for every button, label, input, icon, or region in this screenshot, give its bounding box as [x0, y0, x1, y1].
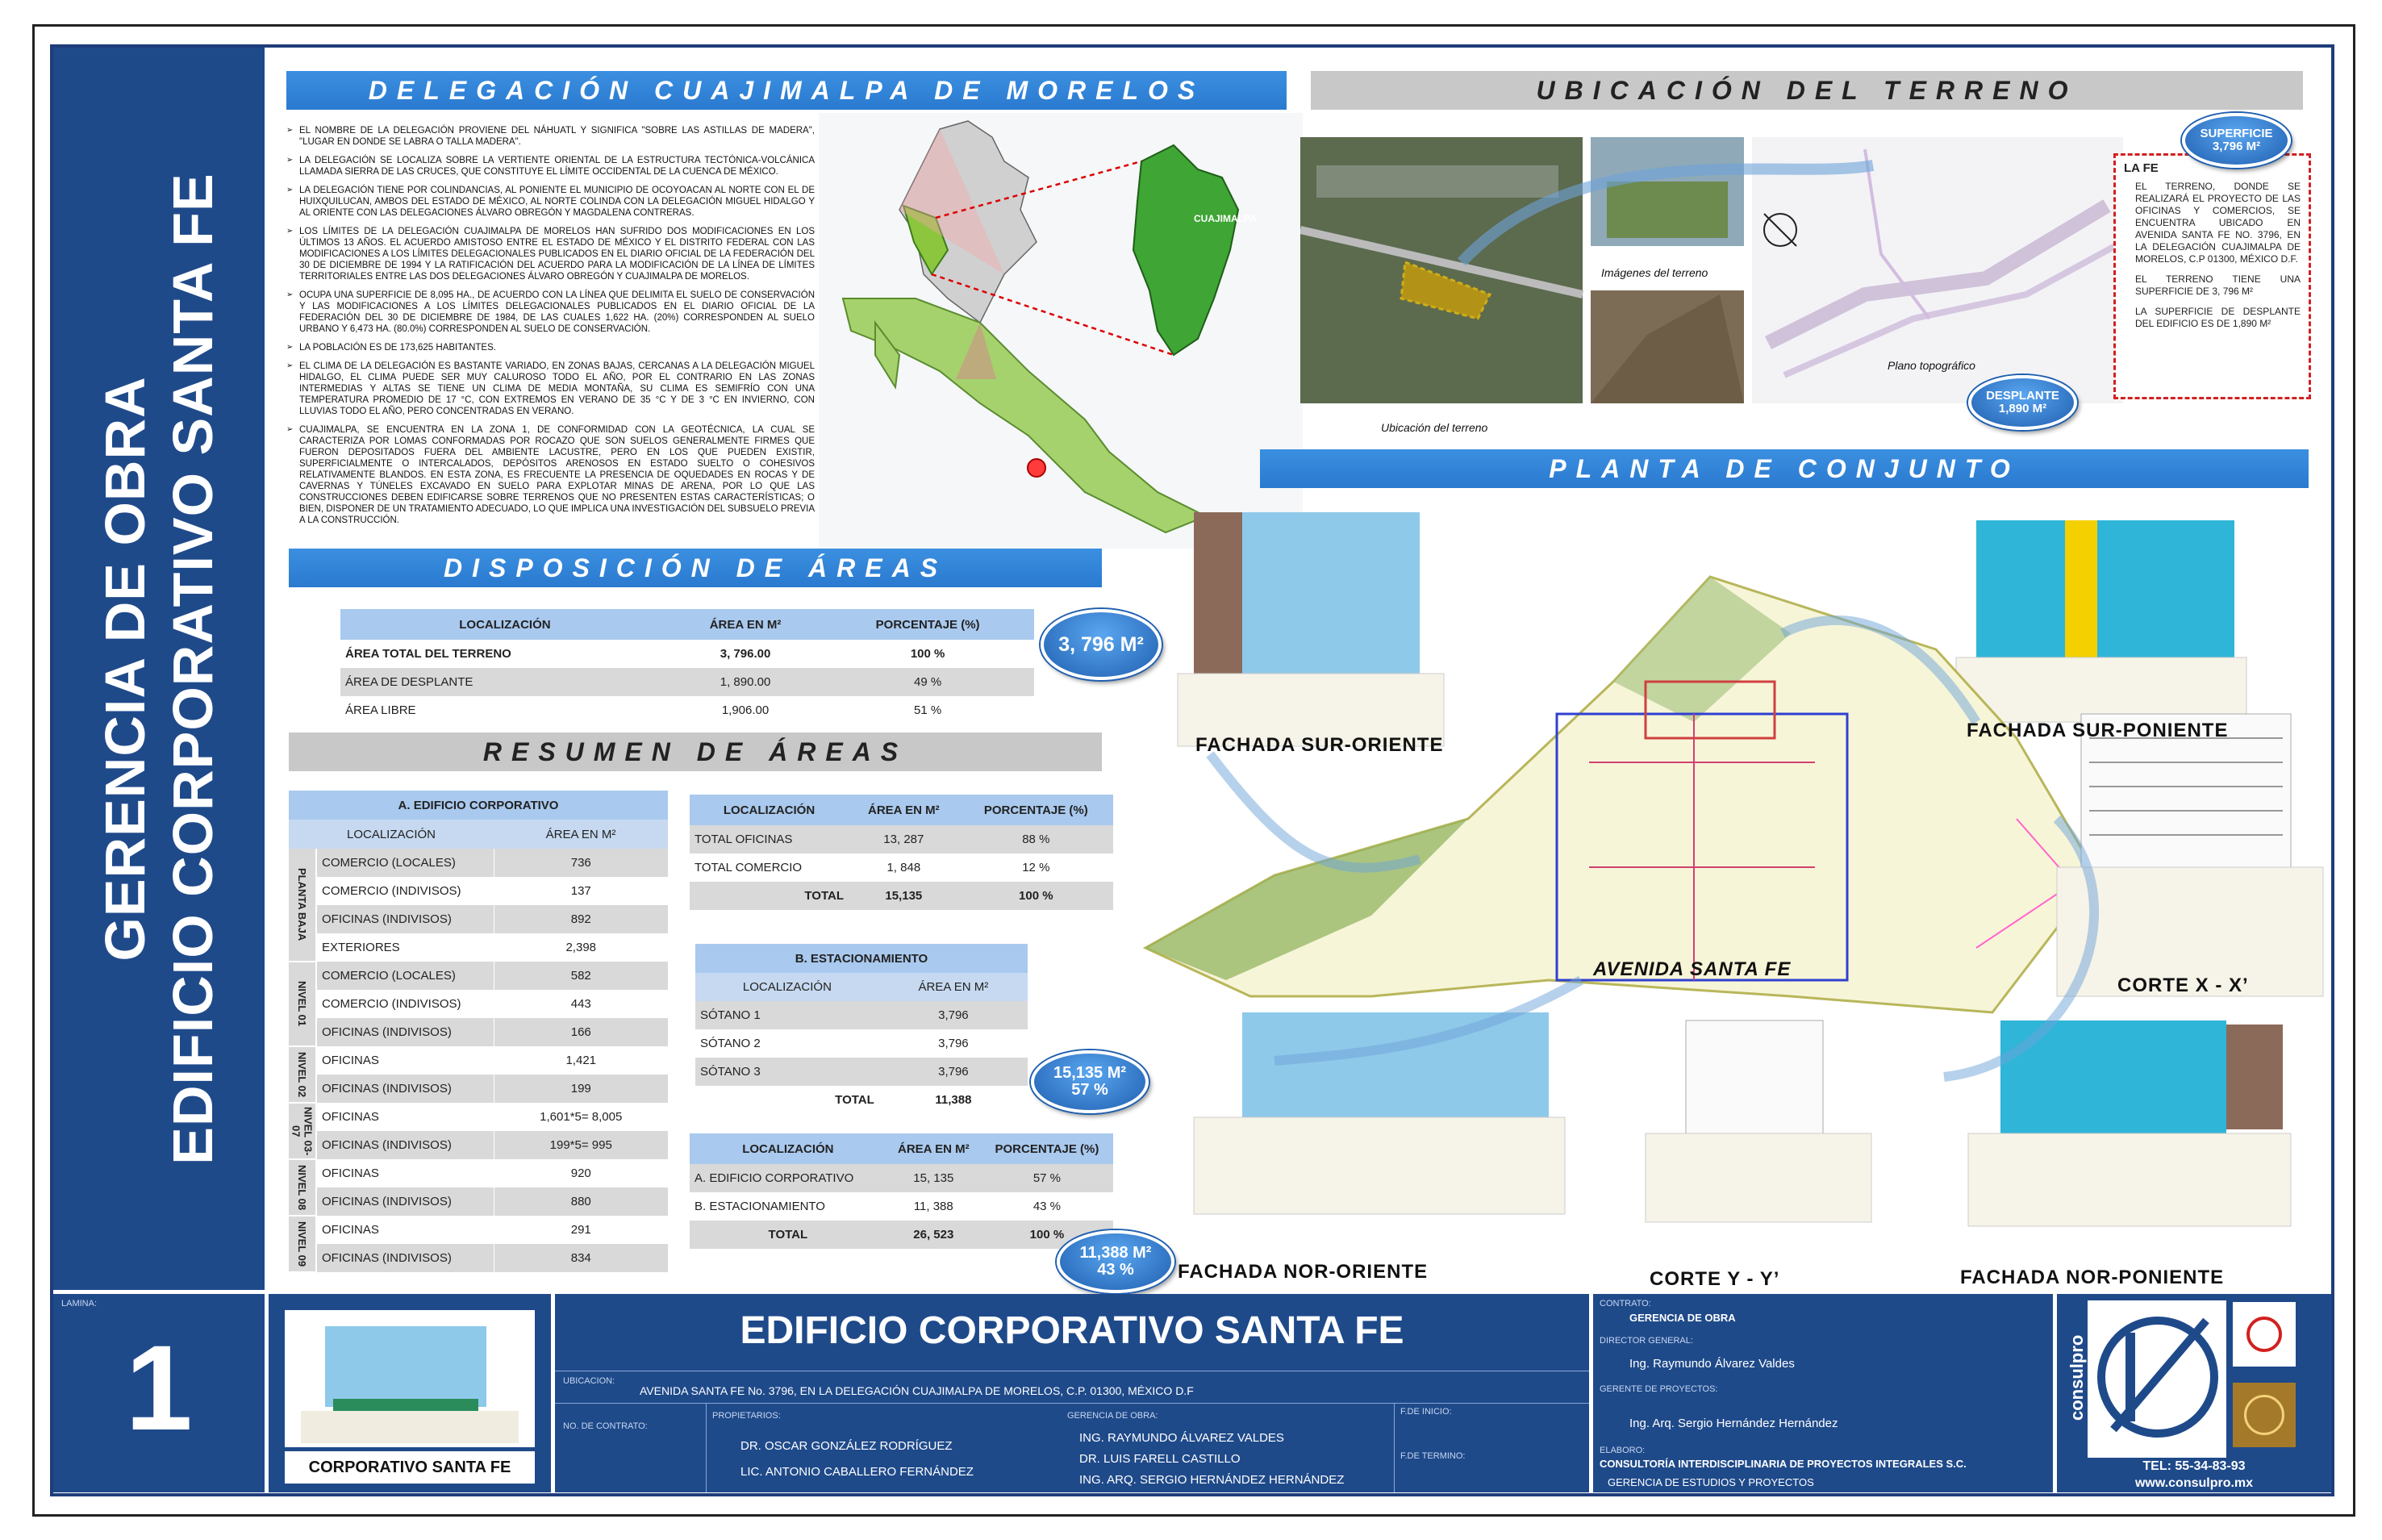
- badge-superficie: [2182, 113, 2291, 168]
- col-header: ÁREA EN M²: [494, 820, 668, 849]
- table-row: [690, 1164, 1113, 1192]
- lamina-number: 1: [125, 1320, 193, 1455]
- table-row: [690, 1221, 1113, 1249]
- cell: 137: [494, 877, 668, 905]
- cell: TOTAL OFICINAS: [695, 833, 793, 846]
- anniversary-seal: [2233, 1383, 2296, 1447]
- cell: OFICINAS (INDIVISOS): [316, 1018, 494, 1046]
- level-group-text: NIVEL 02: [296, 1051, 308, 1098]
- col-header: PORCENTAJE (%): [981, 1133, 1113, 1164]
- table-row: [340, 640, 1034, 668]
- cell: 88 %: [1022, 833, 1050, 846]
- gerente-value: Ing. Arq. Sergio Hernández Hernández: [1629, 1417, 1838, 1430]
- col-header: LOCALIZACIÓN: [340, 609, 670, 640]
- table-row: [289, 1216, 668, 1244]
- table-row: [695, 1058, 1028, 1086]
- table-row: [289, 1046, 668, 1075]
- table-row: [690, 1192, 1113, 1221]
- disposicion-table: [340, 609, 1034, 724]
- col-header: LOCALIZACIÓN: [289, 820, 494, 849]
- director-label: DIRECTOR GENERAL:: [1600, 1336, 1693, 1346]
- phone: TEL: 55-34-83-93: [2142, 1459, 2246, 1473]
- label-fachada-sur-poniente: FACHADA SUR-PONIENTE: [1967, 720, 2229, 741]
- bullet-item: ➢ LA DELEGACIÓN TIENE POR COLINDANCIAS, AL PONIENTE EL MUNICIPIO DE OCOYOACAN AL NORTE CON EL DE HUIXQUILUCAN, AMBOS DEL ESTADO DE MÉXICO, AL NORTE COLINDA CON LA DELEGACIÓN MIGUEL HIDALGO Y AL ORIENTE CON LAS DELEGACIONES ÁLVARO OBREGÓN Y MAGDALENA CONTRERAS.: [286, 185, 815, 219]
- table-row: [289, 1159, 668, 1187]
- side-title: [91, 144, 227, 1193]
- table-row: [340, 668, 1034, 696]
- cell: 1,906.00: [721, 703, 770, 717]
- cell: COMERCIO (INDIVISOS): [316, 990, 494, 1018]
- col-header: LOCALIZACIÓN: [695, 973, 879, 1001]
- badge-line: 15,135 M²: [1053, 1064, 1127, 1082]
- cell: OFICINAS (INDIVISOS): [316, 1075, 494, 1103]
- badge-line: 11,388 M²: [1079, 1244, 1152, 1262]
- cell: 3,796: [938, 1008, 969, 1022]
- elaboro-value: CONSULTORÍA INTERDISCIPLINARIA DE PROYECTOS INTEGRALES S.C.: [1600, 1458, 1967, 1470]
- caption-imagenes: Imágenes del terreno: [1601, 266, 1708, 279]
- table-row: [690, 882, 1113, 910]
- cell: COMERCIO (INDIVISOS): [316, 877, 494, 905]
- cell: 3, 796.00: [720, 647, 771, 661]
- cell: 100 %: [1019, 889, 1053, 903]
- label-fachada-nor-oriente: FACHADA NOR-ORIENTE: [1178, 1261, 1429, 1283]
- propietarios-label: PROPIETARIOS:: [712, 1411, 781, 1421]
- consulpro-mark-icon: [2065, 1300, 2226, 1458]
- badge-line: 3,796 M²: [2212, 140, 2261, 153]
- director-value: Ing. Raymundo Álvarez Valdes: [1629, 1357, 1795, 1371]
- gerencia-2: DR. LUIS FARELL CASTILLO: [1079, 1452, 1241, 1466]
- cell: 443: [494, 990, 668, 1018]
- table-row: [289, 990, 668, 1018]
- level-group-text: NIVEL 09: [296, 1221, 308, 1267]
- footer-project: [555, 1294, 1589, 1492]
- gerencia-3: ING. ARQ. SERGIO HERNÁNDEZ HERNÁNDEZ: [1079, 1473, 1345, 1487]
- cell: OFICINAS: [316, 1159, 494, 1187]
- delegacion-bullets: [286, 125, 815, 533]
- edificio-table: [289, 791, 668, 1273]
- thumbnail-facade: [285, 1310, 535, 1447]
- section-delegacion: DELEGACIÓN CUAJIMALPA DE MORELOS: [286, 71, 1287, 110]
- gerencia-1: ING. RAYMUNDO ÁLVAREZ VALDES: [1079, 1431, 1284, 1445]
- table-row: [289, 1187, 668, 1216]
- col-header: LOCALIZACIÓN: [690, 1133, 886, 1164]
- level-group-label: [289, 1216, 316, 1272]
- footer-logo: [2057, 1294, 2331, 1492]
- elaboro-sub: GERENCIA DE ESTUDIOS Y PROYECTOS: [1608, 1476, 1814, 1488]
- footer-credits: [1593, 1294, 2053, 1492]
- level-group-label: [289, 1159, 316, 1216]
- col-header: ÁREA EN M²: [670, 609, 821, 640]
- la-fe-item: EL TERRENO, DONDE SE REALIZARÁ EL PROYECTO DE LAS OFICINAS Y COMERCIOS, SE ENCUENTRA UBICADO EN AVENIDA SANTA FE NO. 3796, EN LA DELEGACIÓN CUAJIMALPA DE MORELOS, C.P 01300, MÉXICO D.F.: [2135, 181, 2301, 265]
- table-row: [289, 1075, 668, 1103]
- table-row: [695, 1086, 1028, 1114]
- label-corte-x: CORTE X - X’: [2117, 974, 2249, 996]
- cell: 2,398: [494, 933, 668, 962]
- cell: 43 %: [1032, 1200, 1062, 1213]
- la-fe-box: [2113, 153, 2311, 399]
- table-row: [289, 877, 668, 905]
- cell: ÁREA LIBRE: [345, 703, 416, 717]
- table-row: [289, 1018, 668, 1046]
- cell: 11,388: [935, 1093, 972, 1107]
- level-group-text: NIVEL 03-07: [290, 1106, 315, 1156]
- side-title-line2: EDIFICIO CORPORATIVO SANTA FE: [161, 173, 224, 1165]
- gerencia-label: GERENCIA DE OBRA:: [1067, 1411, 1158, 1421]
- footer-thumbnail: [269, 1294, 551, 1492]
- table-row: [289, 1103, 668, 1131]
- table-row: [289, 849, 668, 877]
- bullet-item: ➢ LOS LÍMITES DE LA DELEGACIÓN CUAJIMALPA DE MORELOS HAN SUFRIDO DOS MODIFICACIONES EN LOS ÚLTIMOS 13 AÑOS. EL ACUERDO AMISTOSO ENTRE EL ESTADO DE MÉXICO Y EL DISTRITO FEDERAL CON LAS MODIFICACIONES A LOS LÍMITES DELEGACIONALES PUBLICADOS EN EL DIARIO OFICIAL DE LA FEDERACIÓN DEL 30 DE DICIEMBRE DE 1994 Y LA RATIFICACIÓN DEL ACUERDO PARA LA MODIFICACIÓN DE LA LÍNEA DE LÍMITES TERRITORIALES ENTRE LAS DOS DELEGACIONES ÁLVARO OBREGÓN Y CUAJIMALPA DE MORELOS.: [286, 226, 815, 282]
- table-row: [690, 853, 1113, 882]
- col-header: PORCENTAJE (%): [959, 795, 1113, 825]
- cell: 166: [494, 1018, 668, 1046]
- cell: TOTAL: [768, 1228, 808, 1242]
- contrato-label: NO. DE CONTRATO:: [563, 1421, 648, 1431]
- oficinas-table: [690, 795, 1113, 910]
- level-group-text: PLANTA BAJA: [296, 868, 308, 941]
- cell: ÁREA DE DESPLANTE: [345, 675, 473, 689]
- cell: 11, 388: [913, 1200, 953, 1213]
- cell: 15,135: [885, 889, 923, 903]
- cell: OFICINAS (INDIVISOS): [316, 1244, 494, 1272]
- cell: SÓTANO 3: [700, 1065, 761, 1079]
- cell: 57 %: [1032, 1171, 1062, 1185]
- cell: OFICINAS: [316, 1216, 494, 1244]
- badge-line: DESPLANTE: [1986, 389, 2059, 403]
- cell: 199: [494, 1075, 668, 1103]
- gerente-label: GERENTE DE PROYECTOS:: [1600, 1384, 1718, 1394]
- table-row: [289, 962, 668, 990]
- mexico-map-illustration: [819, 113, 1303, 549]
- cell: B. ESTACIONAMIENTO: [695, 1200, 825, 1213]
- level-group-text: NIVEL 01: [296, 981, 308, 1027]
- cell: ÁREA TOTAL DEL TERRENO: [345, 647, 511, 661]
- cell: OFICINAS: [316, 1046, 494, 1075]
- finicio-label: F.DE INICIO:: [1400, 1407, 1452, 1417]
- cell: OFICINAS: [316, 1103, 494, 1131]
- cell: 15, 135: [913, 1171, 954, 1185]
- level-group-label: [289, 1103, 316, 1159]
- level-group-label: [289, 1046, 316, 1103]
- cell: 920: [494, 1159, 668, 1187]
- ftermino-label: F.DE TERMINO:: [1400, 1451, 1466, 1461]
- cell: 26, 523: [913, 1228, 954, 1242]
- col-header: ÁREA EN M²: [879, 973, 1028, 1001]
- bullet-item: ➢ EL NOMBRE DE LA DELEGACIÓN PROVIENE DEL NÁHUATL Y SIGNIFICA "SOBRE LAS ASTILLAS DE MADERA", "LUGAR EN DONDE SE LABRA O TALLA MADERA".: [286, 125, 815, 148]
- cell: COMERCIO (LOCALES): [316, 962, 494, 990]
- table-row: [695, 1001, 1028, 1029]
- logo-text: consulpro: [2067, 1334, 2087, 1421]
- contratado-label: CONTRATO:: [1600, 1299, 1651, 1308]
- cell: 100 %: [1029, 1228, 1065, 1242]
- badge-total-area: 3, 796 M²: [1041, 609, 1162, 680]
- badge-line: 43 %: [1097, 1261, 1134, 1279]
- planta-illustration: [1129, 496, 2339, 1271]
- table-title: B. ESTACIONAMIENTO: [695, 944, 1028, 973]
- cell: 51 %: [913, 703, 942, 717]
- bullet-item: ➢ CUAJIMALPA, SE ENCUENTRA EN LA ZONA 1, DE CONFORMIDAD CON LA GEOTÉCNICA, LA CUAL SE CARACTERIZA POR LOMAS CONFORMADAS POR ROCAZO QUE SON SUELOS GENERALMENTE FIRMES QUE FUERON DEPOSITADOS FUERA DEL AMBIENTE LACUSTRE, PERO EN LOS QUE PUEDEN EXISTIR, SUPERFICIALMENTE O INTERCALADOS, DEPÓSITOS ARENOSOS EN ESTADO SUELTO O COHESIVOS RELATIVAMENTE BLANDOS. EN ESTA ZONA, ES FRECUENTE LA PRESENCIA DE OQUEDADES EN ROCAS Y DE CAVERNAS Y TÚNELES EXCAVADO EN SUELO PARA EXPLOTAR MINAS DE ARENA, POR LO QUE LAS CONSTRUCCIONES DEBEN EDIFICARSE SOBRE TERRENOS QUE NO PRESENTEN ESTAS CARACTERÍSTICAS; O BIEN, DISPONER DE UN TRATAMIENTO ADECUADO, LO QUE IMPLICA UNA INVESTIGACIÓN DEL SUBSUELO PREVIA A LA CONSTRUCCIÓN.: [286, 424, 815, 526]
- contratado-value: GERENCIA DE OBRA: [1629, 1312, 1736, 1324]
- cell: 100 %: [910, 647, 945, 661]
- table-row: [340, 696, 1034, 724]
- cell: 1,601*5= 8,005: [494, 1103, 668, 1131]
- col-header: PORCENTAJE (%): [821, 609, 1034, 640]
- cell: 3,796: [938, 1037, 969, 1050]
- cell: 13, 287: [883, 833, 924, 846]
- level-group-label: [289, 849, 316, 962]
- caption-ubicacion: Ubicación del terreno: [1381, 421, 1488, 434]
- project-title: EDIFICIO CORPORATIVO SANTA FE: [740, 1309, 1404, 1352]
- cell: COMERCIO (LOCALES): [316, 849, 494, 877]
- la-fe-item: LA SUPERFICIE DE DESPLANTE DEL EDIFICIO ES DE 1,890 M²: [2135, 306, 2301, 329]
- bullet-item: ➢ LA DELEGACIÓN SE LOCALIZA SOBRE LA VERTIENTE ORIENTAL DE LA ESTRUCTURA TECTÓNICA-VOLCÁNICA LLAMADA SIERRA DE LAS CRUCES, QUE CONSTITUYE EL LÍMITE OCCIDENTAL DE LA CUENCA DE MÉXICO.: [286, 155, 815, 177]
- section-disposicion: DISPOSICIÓN DE ÁREAS: [289, 549, 1102, 587]
- label-avenida: AVENIDA SANTA FE: [1593, 958, 1792, 980]
- thumbnail-image: [285, 1310, 535, 1447]
- la-fe-title: LA FE: [2124, 161, 2159, 175]
- elaboro-label: ELABORO:: [1600, 1446, 1646, 1455]
- cell: 12 %: [1022, 861, 1050, 874]
- estacionamiento-table: [695, 944, 1028, 1114]
- propietario-1: DR. OSCAR GONZÁLEZ RODRÍGUEZ: [740, 1439, 953, 1453]
- resumen-table: [690, 1133, 1113, 1249]
- badge-line: 1,890 M²: [1998, 402, 2047, 415]
- footer-lamina: [53, 1294, 265, 1492]
- section-planta: PLANTA DE CONJUNTO: [1260, 449, 2309, 488]
- badge-desplante: [1968, 375, 2077, 430]
- consulpro-logo: [2065, 1300, 2226, 1458]
- cell: 582: [494, 962, 668, 990]
- anniversary-seal-icon: [2244, 1395, 2284, 1435]
- cell: OFICINAS (INDIVISOS): [316, 1131, 494, 1159]
- cell: 49 %: [913, 675, 942, 689]
- table-title: A. EDIFICIO CORPORATIVO: [289, 791, 668, 820]
- label-fachada-sur-oriente: FACHADA SUR-ORIENTE: [1195, 734, 1444, 756]
- cell: 1, 848: [886, 861, 921, 874]
- cell: 736: [494, 849, 668, 877]
- table-row: [695, 1029, 1028, 1058]
- label-corte-y: CORTE Y - Y’: [1650, 1268, 1780, 1290]
- cell: SÓTANO 1: [700, 1008, 761, 1022]
- lamina-label: LAMINA:: [61, 1299, 98, 1308]
- cell: 834: [494, 1244, 668, 1272]
- section-ubicacion: UBICACIÓN DEL TERRENO: [1311, 71, 2303, 110]
- label-fachada-nor-poniente: FACHADA NOR-PONIENTE: [1960, 1267, 2225, 1288]
- cell: 199*5= 995: [494, 1131, 668, 1159]
- bullet-item: ➢ OCUPA UNA SUPERFICIE DE 8,095 HA., DE ACUERDO CON LA LÍNEA QUE DELIMITA EL SUELO DE CONSERVACIÓN Y LAS MODIFICACIONES A LOS LÍMITES DELEGACIONALES PUBLICADOS EN EL DIARIO OFICIAL DE LA FEDERACIÓN DEL 30 DE DICIEMBRE DE 1984, DE LAS CUALES 1,622 HA. (20%) CORRESPONDEN AL SUELO URBANO Y 6,473 HA. (80.0%) CORRESPONDEN AL SUELO DE CONSERVACIÓN.: [286, 290, 815, 335]
- cell: EXTERIORES: [316, 933, 494, 962]
- cell: 880: [494, 1187, 668, 1216]
- cell: A. EDIFICIO CORPORATIVO: [695, 1171, 854, 1185]
- col-header: ÁREA EN M²: [886, 1133, 981, 1164]
- table-row: [289, 905, 668, 933]
- quality-seal: [2233, 1302, 2296, 1367]
- cell: 1, 890.00: [720, 675, 771, 689]
- propietario-2: LIC. ANTONIO CABALLERO FERNÁNDEZ: [740, 1465, 974, 1479]
- website-link[interactable]: www.consulpro.mx: [2134, 1476, 2254, 1490]
- map-label: CUAJIMALPA: [1194, 213, 1257, 224]
- cell: 1,421: [494, 1046, 668, 1075]
- caption-plano: Plano topográfico: [1888, 359, 1975, 372]
- cell: 291: [494, 1216, 668, 1244]
- la-fe-item: EL TERRENO TIENE UNA SUPERFICIE DE 3, 796 M²: [2135, 273, 2301, 297]
- cell: OFICINAS (INDIVISOS): [316, 905, 494, 933]
- quality-seal-icon: [2246, 1317, 2282, 1352]
- bullet-item: ➢ LA POBLACIÓN ES DE 173,625 HABITANTES.: [286, 342, 815, 353]
- cell: 892: [494, 905, 668, 933]
- col-header: LOCALIZACIÓN: [690, 795, 849, 825]
- section-resumen: RESUMEN DE ÁREAS: [289, 732, 1102, 771]
- bullet-item: ➢ EL CLIMA DE LA DELEGACIÓN ES BASTANTE VARIADO, EN ZONAS BAJAS, CERCANAS A LA DELEGACIÓN MIGUEL HIDALGO, EL CLIMA PUEDE SER MUY CALUROSO TODO EL AÑO, POR EL CONTRARIO EN LAS ZONAS INTERMEDIAS Y ALTAS SE TIENE UN CLIMA DE MEDIA MONTAÑA, SU CLIMA ES SEMIFRÍO CON UNA TEMPERATURA PROMEDIO DE 17 °C, CON EXTREMOS EN VERANO DE 35 °C Y DE 3 °C EN INVIERNO, CON LLUVIAS TODO EL AÑO, PERO CONCENTRADAS EN VERANO.: [286, 361, 815, 417]
- level-group-text: NIVEL 08: [296, 1164, 308, 1211]
- ubicacion-label: UBICACION:: [563, 1376, 615, 1386]
- level-group-label: [289, 962, 316, 1046]
- table-row: [289, 1244, 668, 1272]
- table-row: [690, 825, 1113, 853]
- thumbnail-label: CORPORATIVO SANTA FE: [285, 1451, 535, 1484]
- cell: TOTAL: [835, 1093, 874, 1107]
- cell: TOTAL: [804, 889, 845, 903]
- side-title-line1: GERENCIA DE OBRA: [94, 376, 156, 962]
- cell: OFICINAS (INDIVISOS): [316, 1187, 494, 1216]
- badge-line: SUPERFICIE: [2200, 127, 2273, 141]
- table-row: [289, 933, 668, 962]
- cell: SÓTANO 2: [700, 1037, 761, 1050]
- col-header: ÁREA EN M²: [849, 795, 959, 825]
- table-row: [289, 1131, 668, 1159]
- ubicacion-value: AVENIDA SANTA FE No. 3796, EN LA DELEGACIÓN CUAJIMALPA DE MORELOS, C.P. 01300, MÉXICO D.F: [640, 1384, 1194, 1397]
- cell: 3,796: [938, 1065, 969, 1079]
- badge-line: 57 %: [1071, 1081, 1108, 1099]
- cell: TOTAL COMERCIO: [695, 861, 803, 874]
